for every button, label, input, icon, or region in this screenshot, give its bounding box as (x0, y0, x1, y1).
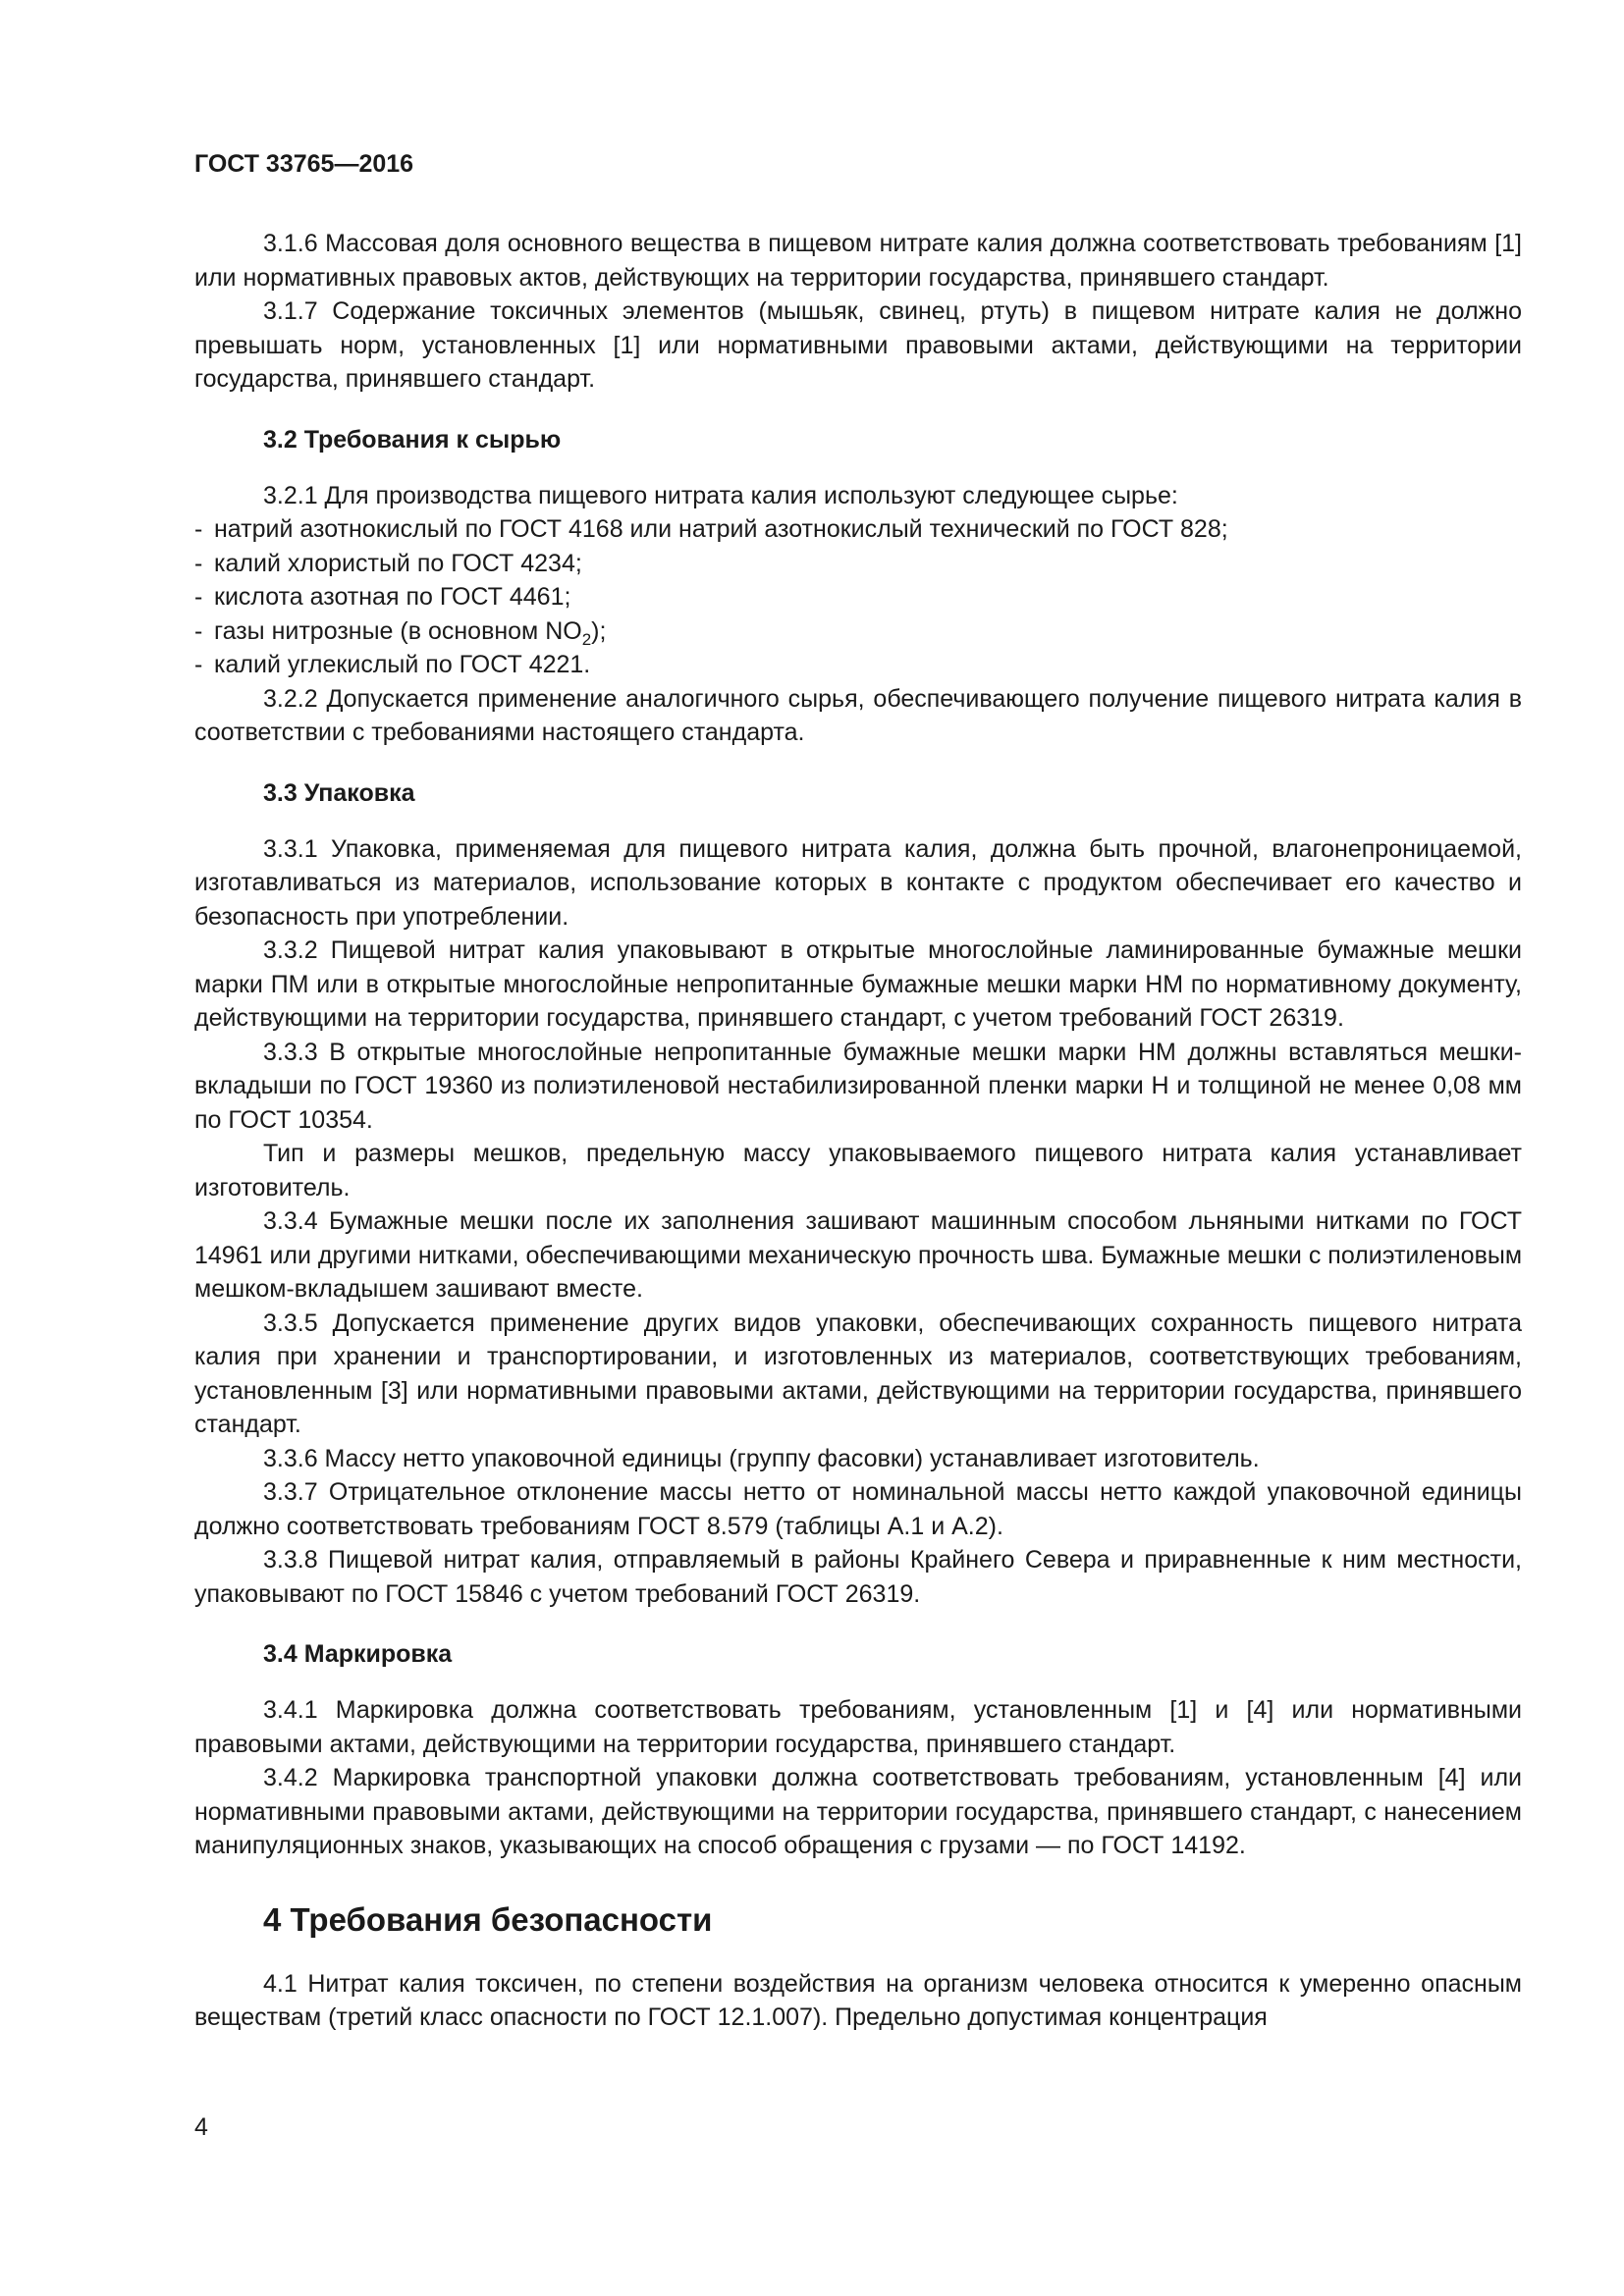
paragraph-3-1-7: 3.1.7 Содержание токсичных элементов (мышьяк, свинец, ртуть) в пищевом нитрате калия не должно превышать норм, установленных [1] или нормативными правовыми актами, действующими на территории государства, принявшего стандарт. (194, 297, 1522, 393)
paragraph-3-3-2: 3.3.2 Пищевой нитрат калия упаковывают в открытые многослойные ламинированные бумажные мешки марки ПМ или в открытые многослойные непропитанные бумажные мешки марки НМ по нормативному документу, действующими на территории государства, принявшего стандарт, с учетом требований ГОСТ 26319. (194, 936, 1522, 1032)
paragraph-3-1-6: 3.1.6 Массовая доля основного вещества в пищевом нитрате калия должна соответствовать требованиям [1] или нормативных правовых актов, действующих на территории государства, принявшего стандарт. (194, 230, 1522, 292)
document-id: ГОСТ 33765—2016 (194, 150, 414, 178)
list-item: - калий углекислый по ГОСТ 4221. (194, 651, 591, 678)
heading-section-4: 4 Требования безопасности (263, 1900, 713, 1938)
heading-3-2: 3.2 Требования к сырью (263, 425, 562, 454)
document-page (194, 147, 1522, 2035)
heading-3-3: 3.3 Упаковка (263, 778, 415, 807)
paragraph-3-3-3-b: Тип и размеры мешков, предельную массу упаковываемого пищевого нитрата калия устанавливает изготовитель. (194, 1140, 1522, 1201)
list-item: - кислота азотная по ГОСТ 4461; (194, 583, 571, 611)
paragraph-4-1: 4.1 Нитрат калия токсичен, по степени воздействия на организм человека относится к умеренно опасным веществам (третий класс опасности по ГОСТ 12.1.007). Предельно допустимая концентрация (194, 1969, 1522, 2031)
heading-3-4: 3.4 Маркировка (263, 1640, 453, 1668)
list-item: - калий хлористый по ГОСТ 4234; (194, 549, 582, 577)
paragraph-3-3-7: 3.3.7 Отрицательное отклонение массы нетто от номинальной массы нетто каждой упаковочной единицы должно соответствовать требованиям ГОСТ 8.579 (таблицы А.1 и А.2). (194, 1478, 1522, 1540)
paragraph-3-3-1: 3.3.1 Упаковка, применяемая для пищевого нитрата калия, должна быть прочной, влагонепроницаемой, изготавливаться из материалов, использование которых в контакте с продуктом обеспечивает его качество и безопасность при употреблении. (194, 834, 1522, 931)
paragraph-3-3-8: 3.3.8 Пищевой нитрат калия, отправляемый в районы Крайнего Севера и приравненные к ним местности, упаковывают по ГОСТ 15846 с учетом требований ГОСТ 26319. (194, 1546, 1522, 1608)
list-item: - газы нитрозные (в основном $NO_2$); (194, 616, 607, 649)
paragraph-3-3-3: 3.3.3 В открытые многослойные непропитанные бумажные мешки марки НМ должны вставляться мешки-вкладыши по ГОСТ 19360 из полиэтиленовой нестабилизированной пленки марки Н и толщиной не менее 0,08 мм по ГОСТ 10354. (194, 1038, 1522, 1134)
paragraph-3-3-5: 3.3.5 Допускается применение других видов упаковки, обеспечивающих сохранность пищевого нитрата калия при хранении и транспортировании, и изготовленных из материалов, соответствующих требованиям, установленным [3] или нормативными правовыми актами, действующими на территории государства, принявшего стандарт. (194, 1308, 1522, 1438)
list-item: - натрий азотнокислый по ГОСТ 4168 или натрий азотнокислый технический по ГОСТ 828; (194, 515, 1228, 543)
paragraph-3-4-2: 3.4.2 Маркировка транспортной упаковки должна соответствовать требованиям, установленным [4] или нормативными правовыми актами, действующими на территории государства, принявшего стандарт, с нанесением манипуляционных знаков, указывающих на способ обращения с грузами — по ГОСТ 14192. (194, 1764, 1522, 1859)
paragraph-3-4-1: 3.4.1 Маркировка должна соответствовать требованиям, установленным [1] и [4] или нормативными правовыми актами, действующими на территории государства, принявшего стандарт. (194, 1696, 1522, 1758)
paragraph-3-2-2: 3.2.2 Допускается применение аналогичного сырья, обеспечивающего получение пищевого нитрата калия в соответствии с требованиями настоящего стандарта. (194, 684, 1522, 746)
raw-materials-list (194, 512, 1522, 682)
paragraph-3-2-1: 3.2.1 Для производства пищевого нитрата калия используют следующее сырье: (263, 481, 1178, 509)
paragraph-3-3-6: 3.3.6 Массу нетто упаковочной единицы (группу фасовки) устанавливает изготовитель. (263, 1444, 1260, 1472)
page-number: 4 (194, 2113, 208, 2141)
paragraph-3-3-4: 3.3.4 Бумажные мешки после их заполнения зашивают машинным способом льняными нитками по ГОСТ 14961 или другими нитками, обеспечивающими механическую прочность шва. Бумажные мешки с полиэтиленовым мешком-вкладышем зашивают вместе. (194, 1207, 1522, 1303)
